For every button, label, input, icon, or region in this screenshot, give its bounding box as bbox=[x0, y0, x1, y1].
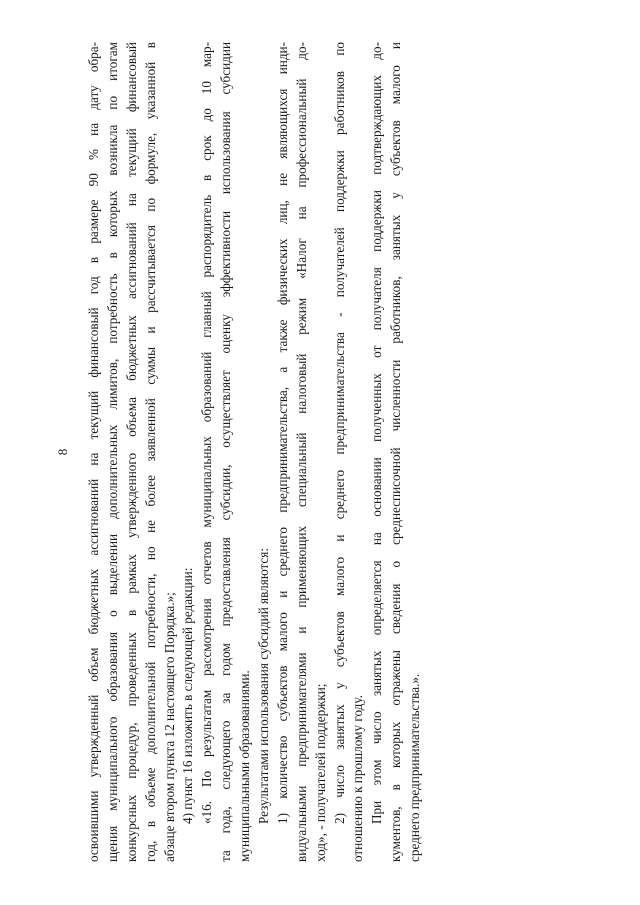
text-line: 1) количество субъектов малого и среднего предпринимательства, а также физических лиц, не являющихся инди- bbox=[274, 42, 290, 824]
text-line: та года, следующего за годом предоставления субсидии, осуществляет оценку эффективности использования субсидии bbox=[218, 42, 234, 862]
document-body bbox=[85, 42, 425, 862]
text-line: среднего предпринимательства.». bbox=[407, 673, 423, 862]
text-line: Результатами использования субсидий являются: bbox=[256, 547, 272, 824]
text-line: щения муниципального образования о выделении дополнительных лимитов, потребность в которых возникла по итогам bbox=[104, 42, 120, 862]
text-line: освоившими утвержденный объем бюджетных ассигнований на текущий финансовый год в размере 90 % на дату обра- bbox=[86, 42, 101, 862]
text-line: 2) число занятых у субъектов малого и среднего предпринимательства - получателей поддержки работников по bbox=[331, 42, 347, 824]
text-line: видуальными предпринимателями и применяющих специальный налоговый режим «Налог на профессиональный до- bbox=[293, 42, 309, 862]
text-line: абзаце втором пункта 12 настоящего Порядка.»; bbox=[161, 592, 177, 862]
text-line: конкурсных процедур, проведенных в рамках утвержденного объема бюджетных ассигнований на текущий финансовый bbox=[123, 42, 139, 862]
text-line: кументов, в которых отражены сведения о среднесписочной численности работников, занятых у субъектов малого и bbox=[388, 42, 404, 862]
page-number: 8 bbox=[55, 448, 70, 456]
text-line: ход», - получателей поддержки; bbox=[312, 683, 328, 862]
text-line: год, в объеме дополнительной потребности, но не более заявленной суммы и рассчитывается по формуле, указанной в bbox=[142, 42, 158, 862]
document-page bbox=[55, 42, 423, 862]
text-line: «16. По результатам рассмотрения отчетов муниципальных образований главный распорядитель в срок до 10 мар- bbox=[199, 42, 215, 824]
text-line: 4) пункт 16 изложить в следующей редакции: bbox=[180, 567, 196, 824]
text-line: При этом число занятых определяется на основании полученных от получателя поддержки подтверждающих до- bbox=[369, 42, 385, 824]
text-line: отношению к прошлому году. bbox=[350, 695, 366, 862]
text-line: муниципальными образованиями. bbox=[237, 670, 253, 862]
